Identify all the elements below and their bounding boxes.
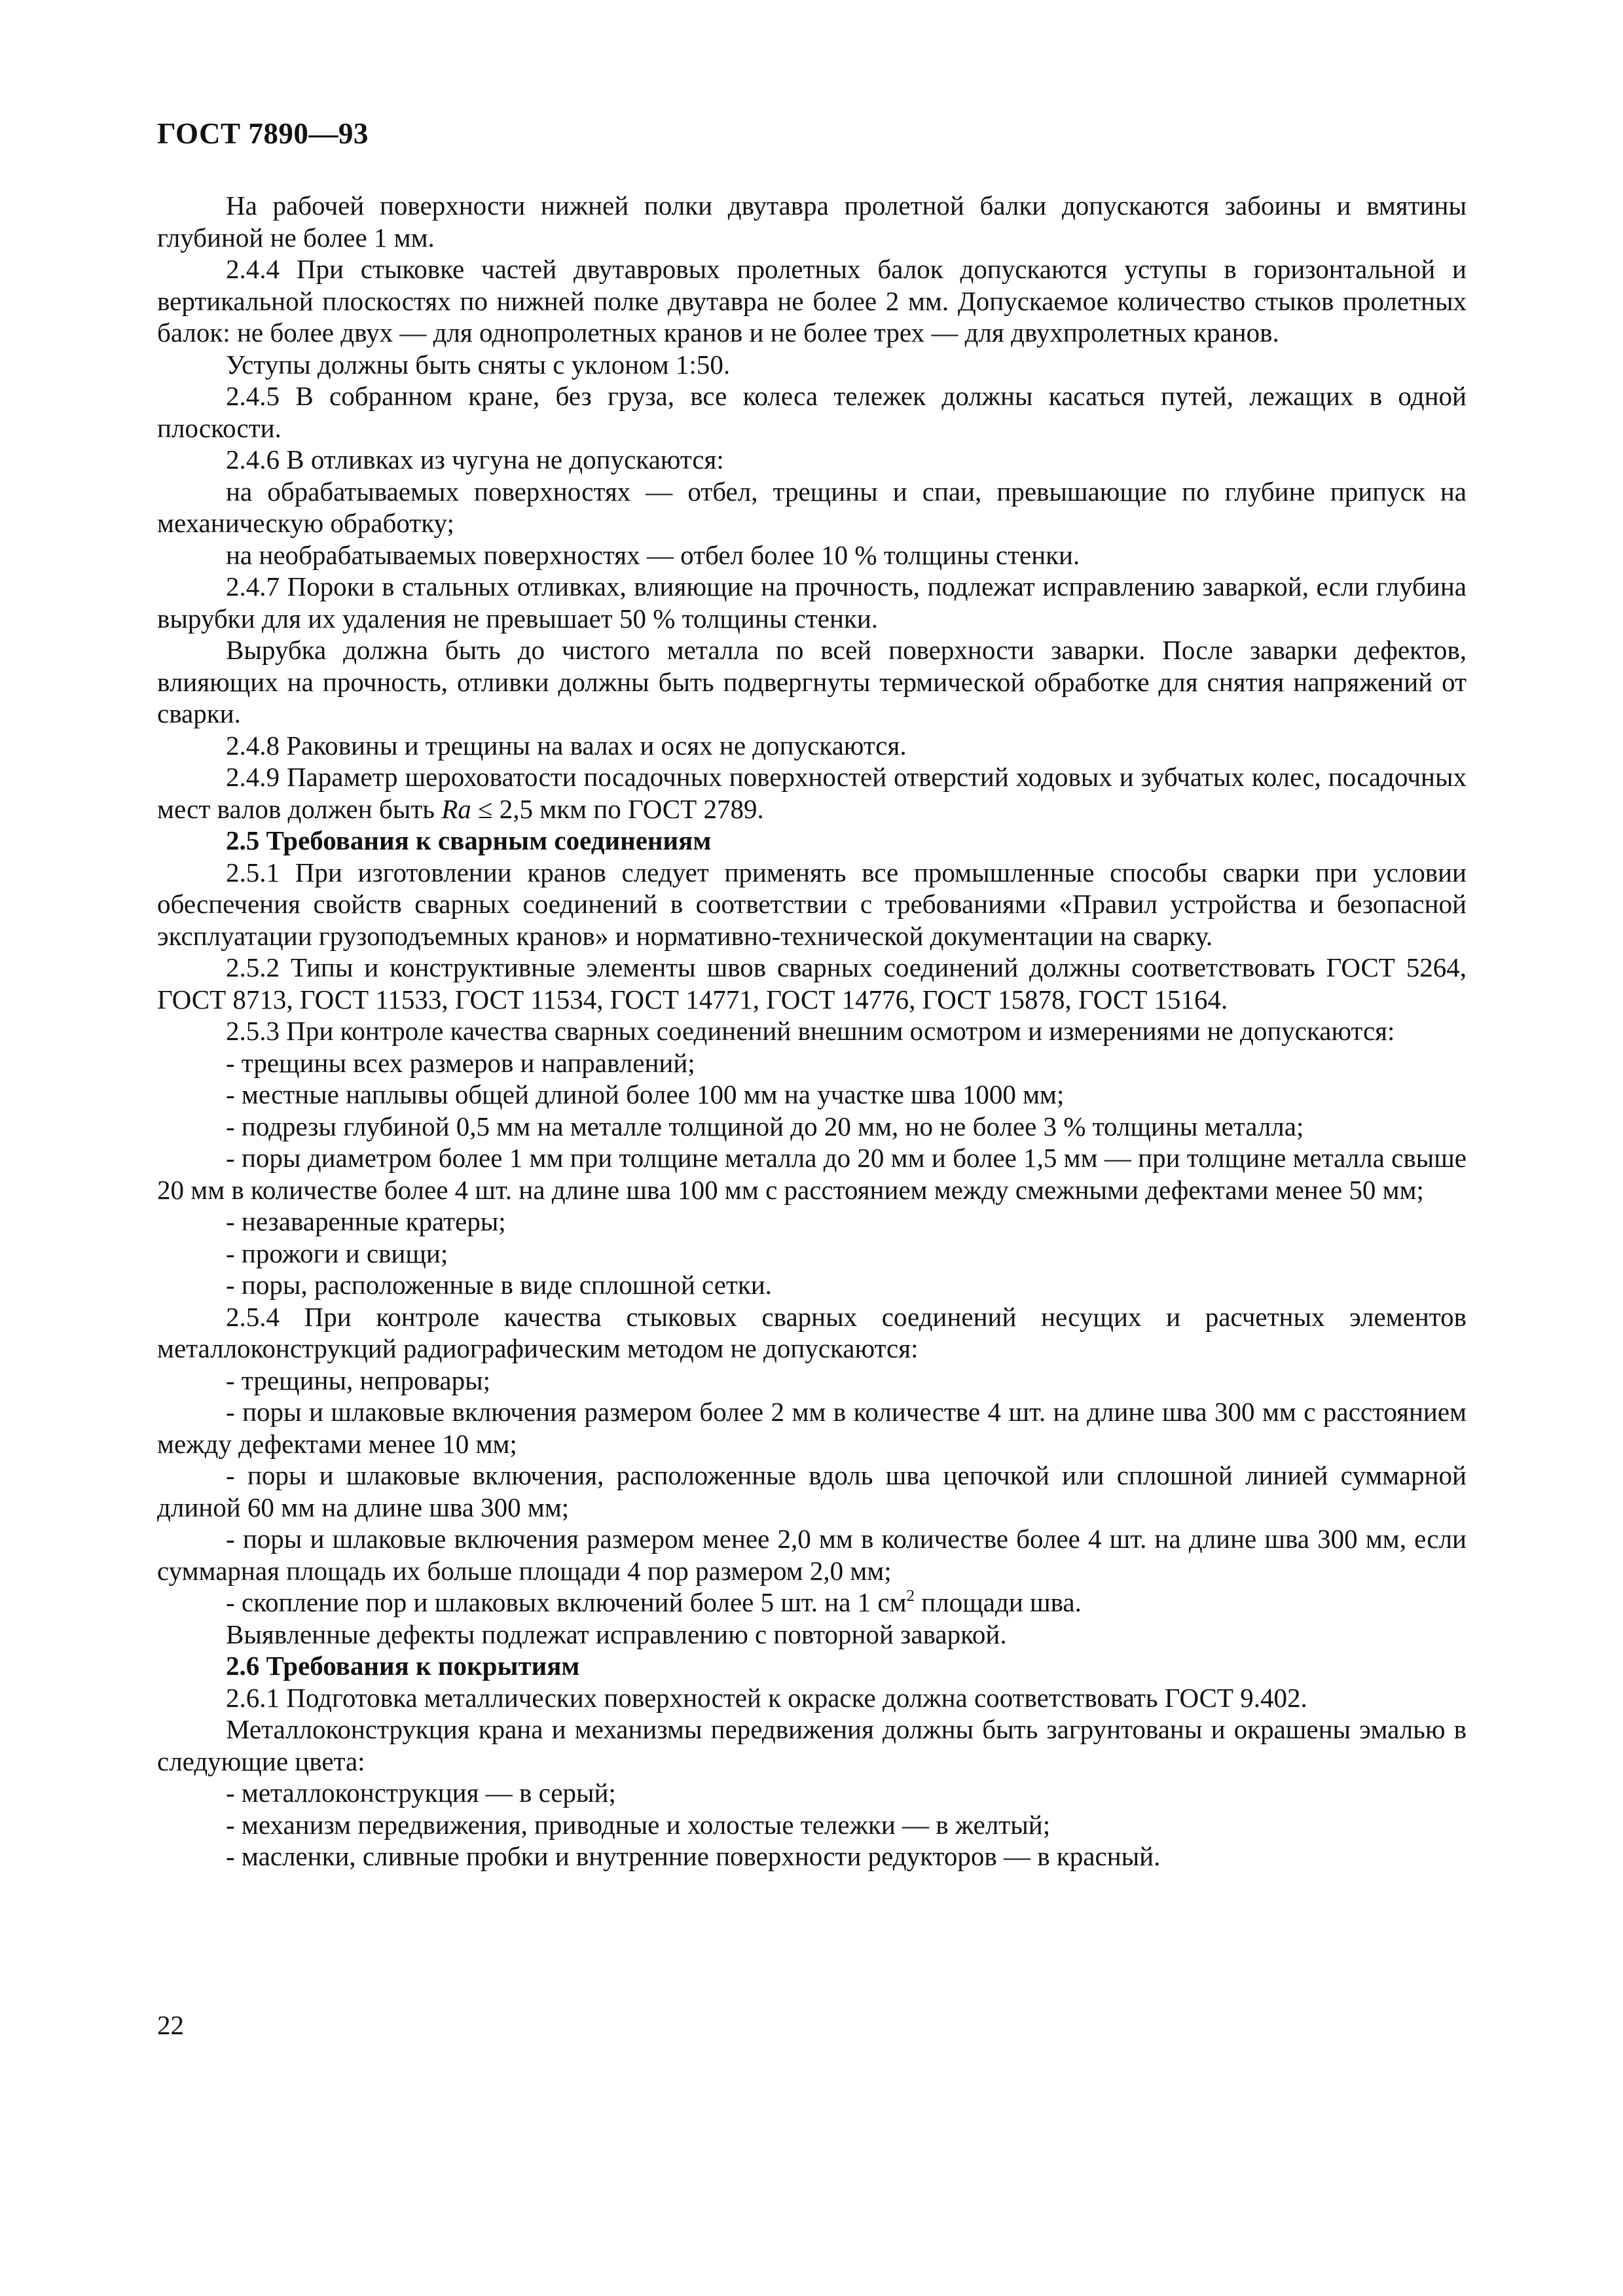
paragraph-roughness <box>157 761 1467 825</box>
paragraph: Уступы должны быть сняты с уклоном 1:50. <box>226 349 731 380</box>
page-header: ГОСТ 7890—93 <box>157 117 369 150</box>
document-body <box>157 190 1467 1873</box>
list-item: - поры и шлаковые включения размером менее 2,0 мм в количестве более 4 шт. на длине шва 300 мм, если суммарная площадь их больше площади 4 пор размером 2,0 мм; <box>157 1524 1467 1586</box>
paragraph-text: ≤ 2,5 мкм по ГОСТ 2789. <box>471 793 764 824</box>
list-item: - поры диаметром более 1 мм при толщине металла до 20 мм и более 1,5 мм — при толщине металла свыше 20 мм в количестве более 4 шт. на длине шва 100 мм с расстоянием между смежными дефектами менее 50 мм; <box>157 1143 1467 1205</box>
list-item: - подрезы глубиной 0,5 мм на металле толщиной до 20 мм, но не более 3 % толщины металла; <box>226 1111 1304 1141</box>
paragraph: Вырубка должна быть до чистого металла по всей поверхности заварки. После заварки дефектов, влияющих на прочность, отливки должны быть подвергнуты термической обработке для снятия напряжений от сварки. <box>157 635 1467 728</box>
section-heading: 2.5 Требования к сварным соединениям <box>226 825 712 855</box>
section-heading: 2.6 Требования к покрытиям <box>226 1651 580 1681</box>
list-item: - поры и шлаковые включения, расположенные вдоль шва цепочкой или сплошной линией суммарной длиной 60 мм на длине шва 300 мм; <box>157 1460 1467 1522</box>
paragraph: 2.4.5 В собранном кране, без груза, все колеса тележек должны касаться путей, лежащих в одной плоскости. <box>157 381 1467 443</box>
list-item: - поры и шлаковые включения размером более 2 мм в количестве 4 шт. на длине шва 300 мм с расстоянием между дефектами менее 10 мм; <box>157 1397 1467 1459</box>
list-item: - поры, расположенные в виде сплошной сетки. <box>226 1270 772 1300</box>
paragraph: На рабочей поверхности нижней полки двутавра пролетной балки допускаются забоины и вмятины глубиной не более 1 мм. <box>157 190 1467 253</box>
paragraph: 2.6.1 Подготовка металлических поверхностей к окраске должна соответствовать ГОСТ 9.402. <box>226 1682 1307 1713</box>
paragraph: 2.4.4 При стыковке частей двутавровых пролетных балок допускаются уступы в горизонтальной и вертикальной плоскостях по нижней полке двутавра не более 2 мм. Допускаемое количество стыков пролетных балок: не более двух — для однопролетных кранов и не более трех — для двухпролетных кранов. <box>157 254 1467 348</box>
paragraph: Выявленные дефекты подлежат исправлению с повторной заваркой. <box>226 1619 1007 1649</box>
paragraph: Металлоконструкция крана и механизмы передвижения должны быть загрунтованы и окрашены эмалью в следующие цвета: <box>157 1714 1467 1776</box>
paragraph: 2.5.3 При контроле качества сварных соединений внешним осмотром и измерениями не допускаются: <box>226 1016 1395 1046</box>
list-item: - незаваренные кратеры; <box>226 1206 506 1236</box>
list-item-text: площади шва. <box>915 1587 1082 1617</box>
paragraph-text: 2.4.9 Параметр шероховатости посадочных поверхностей отверстий ходовых и зубчатых колес, посадочных мест валов должен быть <box>157 762 1467 824</box>
list-item: - прожоги и свищи; <box>226 1238 448 1268</box>
paragraph: 2.4.8 Раковины и трещины на валах и осях не допускаются. <box>226 730 907 761</box>
ra-symbol: Ra <box>441 793 471 824</box>
list-item: - трещины всех размеров и направлений; <box>226 1047 695 1078</box>
list-item: - местные наплывы общей длиной более 100 мм на участке шва 1000 мм; <box>226 1079 1065 1109</box>
paragraph: на необрабатываемых поверхностях — отбел более 10 % толщины стенки. <box>226 539 1080 570</box>
paragraph: 2.5.4 При контроле качества стыковых сварных соединений несущих и расчетных элементов металлоконструкций радиографическим методом не допускаются: <box>157 1301 1467 1363</box>
list-item-area <box>157 1587 1467 1619</box>
page-number: 22 <box>157 2010 184 2040</box>
list-item: - механизм передвижения, приводные и холостые тележки — в желтый; <box>226 1809 1051 1840</box>
list-item-text: - скопление пор и шлаковых включений более 5 шт. на 1 см <box>226 1587 907 1617</box>
paragraph: 2.4.7 Пороки в стальных отливках, влияющие на прочность, подлежат исправлению заваркой, если глубина вырубки для их удаления не превышает 50 % толщины стенки. <box>157 571 1467 634</box>
superscript: 2 <box>906 1587 915 1605</box>
paragraph: 2.5.2 Типы и конструктивные элементы швов сварных соединений должны соответствовать ГОСТ 5264, ГОСТ 8713, ГОСТ 11533, ГОСТ 11534, ГОСТ 14771, ГОСТ 14776, ГОСТ 15878, ГОСТ 15164. <box>157 952 1467 1014</box>
paragraph: на обрабатываемых поверхностях — отбел, трещины и спаи, превышающие по глубине припуск на механическую обработку; <box>157 476 1467 538</box>
list-item: - трещины, непровары; <box>226 1365 491 1395</box>
paragraph: 2.4.6 В отливках из чугуна не допускаются: <box>226 444 724 475</box>
list-item: - металлоконструкция — в серый; <box>226 1778 616 1808</box>
paragraph: 2.5.1 При изготовлении кранов следует применять все промышленные способы сварки при условии обеспечения свойств сварных соединений в соответствии с требованиями «Правил устройства и безопасной эксплуатации грузоподъемных кранов» и нормативно-технической документации на сварку. <box>157 857 1467 951</box>
list-item: - масленки, сливные пробки и внутренние поверхности редукторов — в красный. <box>226 1841 1161 1871</box>
